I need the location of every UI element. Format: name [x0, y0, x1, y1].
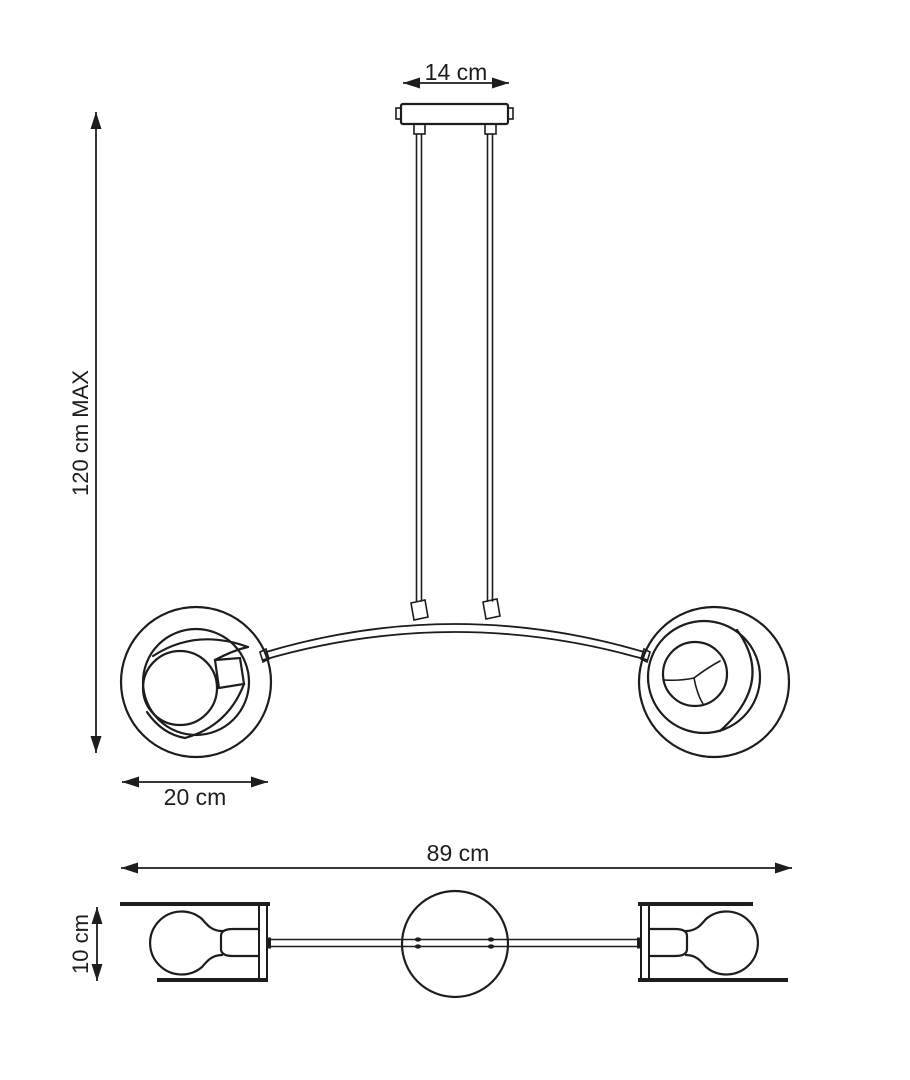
total-width-label: 89 cm — [426, 840, 490, 866]
canopy-side-tab-left — [396, 108, 401, 119]
arrowhead-left-icon — [121, 863, 138, 874]
arrowhead-down-icon — [91, 736, 102, 753]
left-holder-curve-bottom — [185, 684, 244, 738]
canopy-stub-left — [414, 124, 425, 134]
rod-fastener — [415, 937, 421, 941]
curved-arm — [260, 624, 650, 662]
front-view — [68, 59, 789, 810]
arrowhead-left-icon — [403, 78, 420, 89]
side-shade-right — [638, 904, 788, 980]
center-sphere — [402, 891, 508, 997]
canopy-side-tab-right — [508, 108, 513, 119]
right-bulb-face — [663, 642, 727, 706]
canopy-stub-right — [485, 124, 496, 134]
lamp-head-right — [639, 607, 789, 757]
right-bulb-facet-1 — [694, 661, 720, 678]
side-view — [68, 840, 792, 997]
right-bulb-side — [686, 911, 758, 974]
side-shade-left — [120, 904, 270, 980]
rod-fastener — [488, 937, 494, 941]
ceiling-canopy — [396, 104, 513, 134]
rod-fastener — [488, 944, 494, 948]
right-socket — [649, 929, 687, 956]
right-head-outer-ring — [639, 607, 789, 757]
rod-connector-right — [483, 599, 500, 619]
rod-fastener — [415, 944, 421, 948]
dimension-max-height — [68, 112, 102, 753]
rod-end-cap-left — [266, 938, 271, 949]
max-height-label: 120 cm MAX — [68, 370, 93, 496]
canopy-width-label: 14 cm — [424, 59, 488, 85]
shade-diameter-label: 20 cm — [163, 784, 227, 810]
arrowhead-down-icon — [92, 964, 103, 981]
fixture-height-label: 10 cm — [68, 914, 93, 974]
arrowhead-up-icon — [91, 112, 102, 129]
right-head-crescent — [720, 630, 753, 731]
arrowhead-right-icon — [775, 863, 792, 874]
left-bulb-socket — [215, 658, 244, 688]
suspension-rod-right — [488, 134, 493, 601]
arrowhead-right-icon — [492, 78, 509, 89]
right-bulb-facet-3 — [694, 678, 703, 704]
arrowhead-up-icon — [92, 907, 103, 924]
left-socket — [221, 929, 259, 956]
dimension-fixture-height — [68, 907, 103, 981]
connecting-rod — [266, 937, 642, 948]
rod-connector-left — [411, 600, 428, 620]
dimension-shade-diameter — [122, 777, 268, 811]
right-bulb-facet-2 — [664, 678, 694, 680]
lamp-head-left — [121, 607, 271, 757]
arrowhead-left-icon — [122, 777, 139, 788]
dimension-canopy-width — [403, 59, 509, 89]
left-bulb-side — [150, 912, 222, 975]
dimension-total-width — [121, 840, 792, 874]
suspension-rod-left — [417, 134, 422, 601]
arrowhead-right-icon — [251, 777, 268, 788]
left-bulb-glass — [143, 651, 217, 725]
